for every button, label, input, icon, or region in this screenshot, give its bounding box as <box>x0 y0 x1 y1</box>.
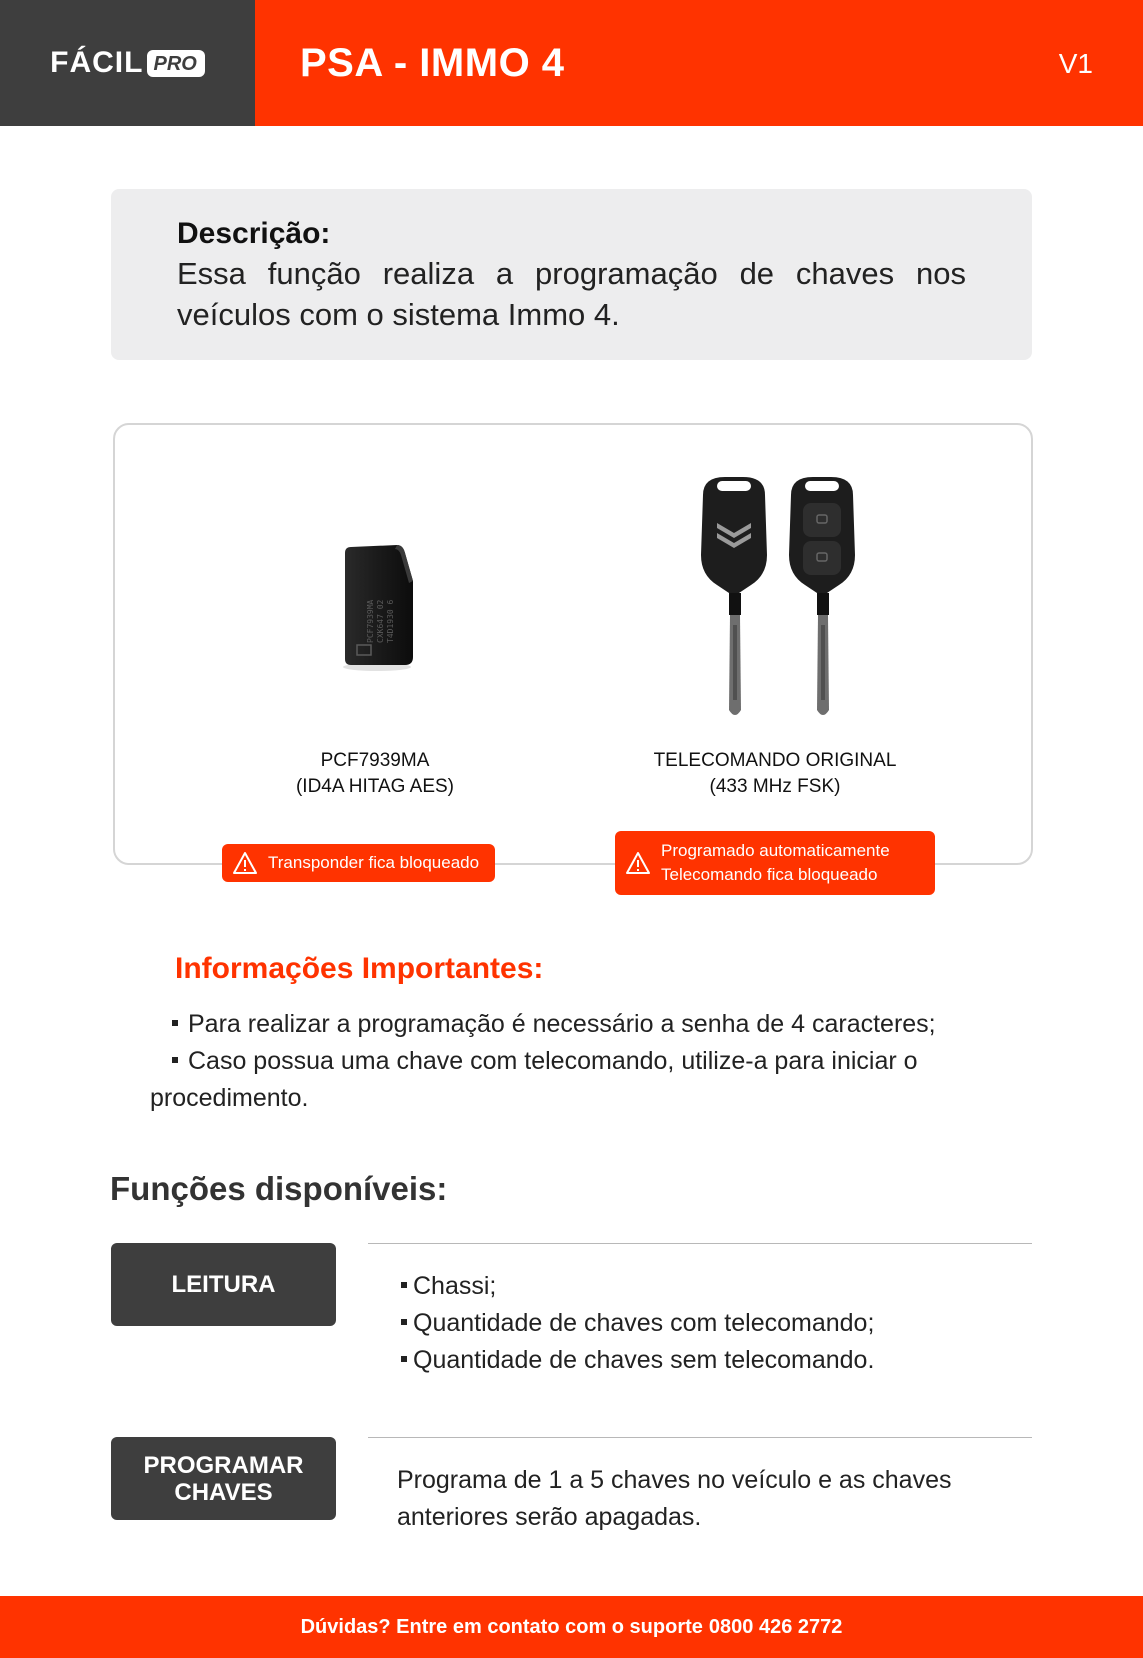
product-spec: (ID4A HITAG AES) <box>295 776 455 797</box>
list-item: Quantidade de chaves sem telecomando. <box>397 1342 874 1379</box>
product-name: TELECOMANDO ORIGINAL <box>653 750 897 771</box>
bullet-icon <box>401 1282 407 1288</box>
bullet-icon <box>172 1057 178 1063</box>
logo-area <box>0 0 255 126</box>
warning-icon <box>625 851 651 875</box>
bullet-icon <box>401 1319 407 1325</box>
footer-text: Dúvidas? Entre em contato com o suporte <box>300 1615 703 1638</box>
warning-text-line-2: Telecomando fica bloqueado <box>661 865 878 884</box>
description-text: Essa função realiza a programação de chaves nos veículos com o sistema Immo 4. <box>177 256 966 332</box>
brand-logo <box>50 46 205 80</box>
support-phone[interactable]: 0800 426 2772 <box>708 1615 843 1638</box>
important-info-item: Caso possua uma chave com telecomando, utilize-a para iniciar o procedimento. <box>150 1047 918 1112</box>
product-name: PCF7939MA <box>320 750 430 771</box>
remote-keys-image <box>685 475 865 725</box>
warning-icon <box>232 851 258 875</box>
important-info-item: Para realizar a programação é necessário a senha de 4 caracteres; <box>150 1006 980 1043</box>
leitura-items-list <box>397 1268 874 1379</box>
list-item: Quantidade de chaves com telecomando; <box>397 1305 874 1342</box>
list-item: Chassi; <box>397 1268 874 1305</box>
header <box>0 0 1143 126</box>
bullet-icon <box>172 1020 178 1026</box>
leitura-label: LEITURA <box>171 1271 276 1298</box>
product-label-transponder <box>225 748 525 800</box>
leitura-function-button[interactable] <box>111 1243 336 1326</box>
divider <box>368 1437 1032 1438</box>
logo-main-text: FÁCIL <box>50 46 144 79</box>
programar-label-line-1: PROGRAMAR <box>143 1451 304 1479</box>
version-label: V1 <box>1058 48 1093 79</box>
product-label-remote <box>595 748 955 800</box>
footer-support-bar <box>0 1596 1143 1658</box>
bullet-icon <box>401 1356 407 1362</box>
products-card <box>113 423 1033 865</box>
page-title: PSA - IMMO 4 <box>300 40 565 85</box>
functions-title: Funções disponíveis: <box>110 1170 448 1207</box>
warning-badge-transponder <box>222 844 495 882</box>
warning-badge-remote <box>615 831 935 895</box>
description-panel <box>111 189 1032 360</box>
chip-print-line-1: PCF7939MA <box>366 599 375 643</box>
title-bar <box>255 0 1143 126</box>
remote-key-icon <box>701 477 767 715</box>
programar-chaves-function-button[interactable] <box>111 1437 336 1520</box>
warning-text: Transponder fica bloqueado <box>268 853 480 872</box>
logo-pro-badge: PRO <box>147 50 204 77</box>
product-spec: (433 MHz FSK) <box>709 776 841 797</box>
important-info-title: Informações Importantes: <box>175 952 544 985</box>
chip-print-line-2: CXK647 02 <box>376 599 385 643</box>
description-title: Descrição: <box>177 217 331 250</box>
divider <box>368 1243 1032 1244</box>
transponder-chip-image <box>315 543 435 673</box>
warning-text-line-1: Programado automaticamente <box>661 841 890 860</box>
programar-description: Programa de 1 a 5 chaves no veículo e as chaves anteriores serão apagadas. <box>397 1466 952 1531</box>
chip-print-line-3: T4D1930 6 <box>386 599 395 643</box>
programar-label-line-2: CHAVES <box>174 1478 273 1506</box>
important-info-list <box>150 1006 980 1117</box>
remote-key-two-button-icon <box>789 477 855 715</box>
